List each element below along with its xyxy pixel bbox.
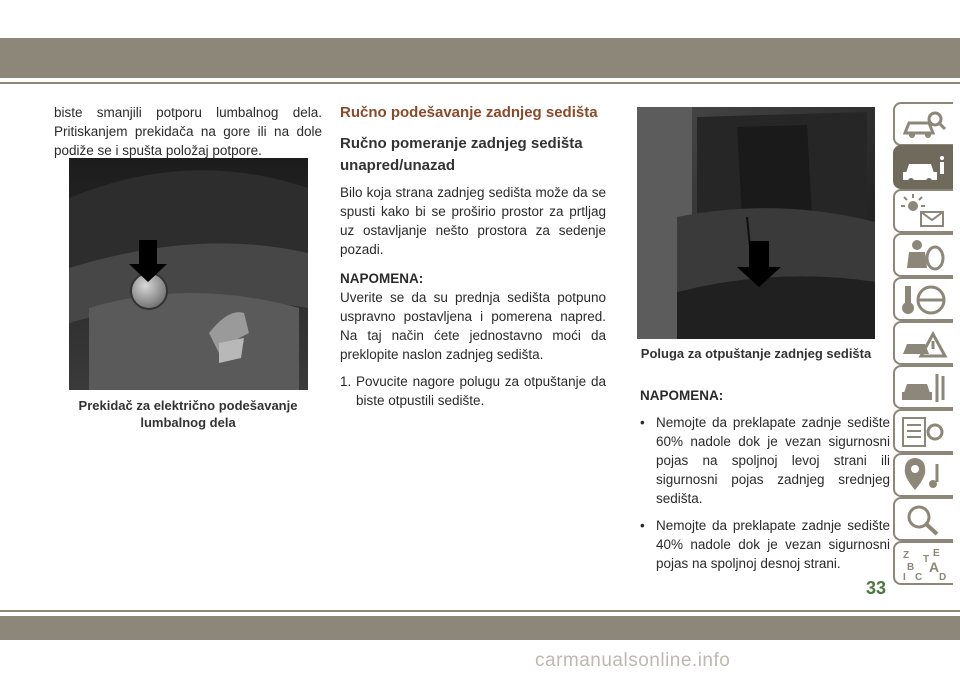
bullet-text: Nemojte da preklapate zadnje sedište 40% nadole dok je vezan sigurnosni pojas na spoljnoj desnoj strani.	[656, 518, 890, 571]
step-text: Povucite nagore polugu za otpuštanje da biste otpustili sedište.	[356, 374, 606, 408]
car-tools-icon	[899, 370, 949, 406]
tab-safety[interactable]	[893, 233, 953, 277]
right-column	[640, 386, 890, 573]
page-number: 33	[866, 578, 887, 598]
key-steering-wheel-icon	[899, 282, 949, 318]
bullet-text: Nemojte da preklapate zadnje sedište 60% nadole dok je vezan sigurnosni pojas na spoljnoj levoj strani ili sigurnosni pojas zadnjeg srednjeg sedišta.	[656, 415, 890, 506]
tab-starting[interactable]	[893, 277, 953, 321]
index-letter: I	[903, 572, 906, 582]
footer-band	[0, 616, 960, 640]
tab-car-search[interactable]	[893, 102, 953, 146]
tab-alphabet-index[interactable]	[893, 541, 953, 585]
tab-multimedia[interactable]	[893, 453, 953, 497]
index-letter: T	[923, 554, 930, 565]
index-letter: E	[933, 548, 940, 559]
tab-index-search[interactable]	[893, 497, 953, 541]
warning-light-message-icon	[899, 194, 949, 230]
alphabet-index-icon	[899, 546, 949, 582]
tab-car-info[interactable]	[893, 145, 953, 189]
magnifier-index-icon	[899, 502, 949, 538]
rear-seat-illustration	[637, 107, 875, 339]
bullet-marker: •	[640, 518, 645, 533]
lumbar-switch-illustration	[69, 158, 308, 390]
bullet-item	[640, 413, 890, 508]
maintenance-list-icon	[899, 414, 949, 450]
section-heading: Ručno podešavanje zadnjeg sedišta	[340, 104, 598, 121]
navigation-music-icon	[899, 458, 949, 494]
car-emergency-icon	[899, 326, 949, 362]
rear-seat-photo	[637, 107, 875, 339]
header-rule	[0, 82, 960, 84]
bullet-marker: •	[640, 415, 645, 430]
index-letter: C	[915, 572, 923, 582]
car-search-icon	[899, 107, 949, 143]
airbag-person-icon	[899, 238, 949, 274]
left-column	[54, 103, 322, 160]
right-note-label: NAPOMENA:	[640, 388, 724, 403]
tab-emergency[interactable]	[893, 321, 953, 365]
step-marker: 1.	[340, 374, 352, 389]
footer-rule	[0, 610, 960, 612]
index-letter: B	[907, 562, 915, 573]
watermark: carmanualsonline.info	[535, 650, 731, 671]
car-info-icon	[899, 150, 949, 186]
header-band	[0, 38, 960, 78]
tab-maintenance[interactable]	[893, 409, 953, 453]
index-letter: Z	[903, 550, 910, 561]
middle-column	[340, 103, 606, 410]
lumbar-paragraph: biste smanjili potporu lumbalnog dela. Pritiskanjem prekidača na gore ili na dole podiže se i spušta položaj potpore.	[54, 105, 322, 158]
lumbar-switch-photo	[69, 158, 308, 390]
index-letter: D	[939, 572, 947, 582]
bullet-item	[640, 516, 890, 573]
note-label: NAPOMENA:	[340, 271, 424, 286]
section-subheading: Ručno pomeranje zadnjeg sedišta unapred/unazad	[340, 135, 583, 174]
step-item	[340, 372, 606, 410]
figure2-caption: Poluga za otpuštanje zadnjeg sedišta	[640, 346, 872, 361]
figure1-caption: Prekidač za električno podešavanje lumbalnog dela	[78, 398, 298, 430]
tab-warning-lights[interactable]	[893, 189, 953, 233]
tab-servicing[interactable]	[893, 365, 953, 409]
note-text: Uverite se da su prednja sedišta potpuno uspravno postavljena i pomerena napred. Na taj način ćete jednostavno moći da preklopite naslon zadnjeg sedišta.	[340, 290, 606, 362]
intro-paragraph: Bilo koja strana zadnjeg sedišta može da se spusti kako bi se proširio prostor za prtljag uz ostavljanje nešto prostora za sedenje pozadi.	[340, 185, 606, 257]
index-letter: A	[929, 559, 940, 575]
